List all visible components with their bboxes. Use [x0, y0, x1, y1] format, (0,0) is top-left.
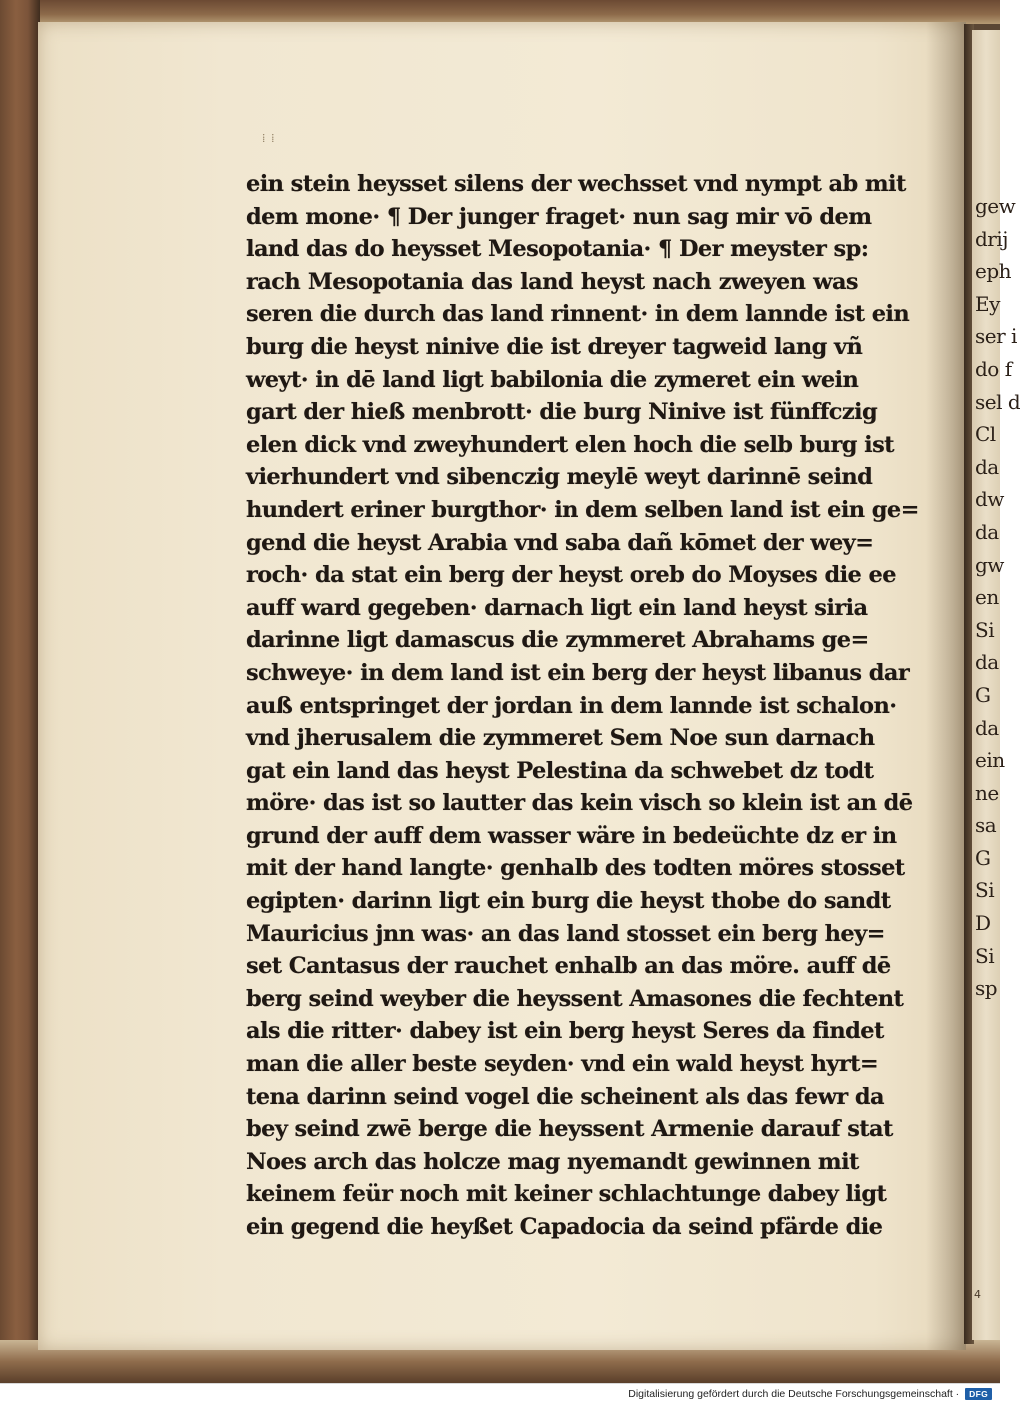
facing-page-fragment: da: [975, 454, 999, 479]
text-line: gart der hieß menbrott· die burg Ninive ist fünffczig: [246, 399, 878, 426]
text-line: seren die durch das land rinnent· in dem lannde ist ein: [246, 301, 910, 328]
book-binding-left: [0, 0, 40, 1383]
text-line: set Cantasus der rauchet enhalb an das möre. auff dē: [246, 953, 891, 980]
text-line: ein gegend die heyßet Capadocia da seind pfärde die: [246, 1214, 883, 1240]
text-line: gat ein land das heyst Pelestina da schwebet dz todt: [246, 757, 874, 784]
facing-page-fragment: ser i: [975, 324, 1017, 349]
text-line: auff ward gegeben· darnach ligt ein land heyst siria: [246, 594, 868, 621]
text-line: grund der auff dem wasser wäre in bedeüchte dz er in: [246, 822, 897, 849]
text-line: berg seind weyber die heyssent Amasones die fechtent: [246, 985, 904, 1012]
facing-page-fragment: D: [975, 911, 991, 936]
text-line: möre· das ist so lautter das kein visch so klein ist an dē: [246, 790, 913, 817]
text-line: vierhundert vnd sibenczig meylē weyt darinnē seind: [246, 464, 873, 491]
facing-page-fragment: gw: [975, 552, 1004, 577]
book-binding-top: [0, 0, 1000, 24]
facing-page-fragment: ne: [975, 780, 999, 805]
main-text-block: [246, 168, 919, 1244]
facing-page-fragment: sp: [975, 976, 998, 1001]
text-line: land das do heysset Mesopotania· ¶ Der meyster sp:: [246, 236, 869, 263]
facing-page-fragment: en: [975, 585, 999, 610]
text-line: Mauricius jnn was· an das land stosset ein berg hey=: [246, 920, 885, 947]
text-line: tena darinn seind vogel die scheinent als das fewr da: [246, 1083, 884, 1110]
facing-page-fragment: eph: [975, 259, 1012, 284]
facing-page-fragment: G: [975, 845, 991, 870]
footer-bar: [0, 1383, 1000, 1405]
footer-credit: [628, 1387, 992, 1401]
text-line: gend die heyst Arabia vnd saba dañ kōmet der wey=: [246, 529, 874, 556]
facing-page-fragment: da: [975, 650, 999, 675]
text-line: weyt· in dē land ligt babilonia die zymeret ein wein: [246, 366, 859, 393]
text-line: egipten· darinn ligt ein burg die heyst thobe do sandt: [246, 888, 891, 915]
facing-page-fragment: Si: [975, 878, 995, 903]
text-line: schweye· in dem land ist ein berg der heyst libanus dar: [246, 659, 910, 686]
facing-page-fragment: Cl: [975, 422, 996, 447]
text-line: auß entspringet der jordan in dem lannde ist schalon·: [246, 692, 897, 719]
text-line: als die ritter· dabey ist ein berg heyst Seres da findet: [246, 1018, 884, 1045]
facing-page-fragment: drij: [975, 226, 1008, 251]
facing-page-fragment: gew: [975, 194, 1016, 218]
text-line: man die aller beste seyden· vnd ein wald heyst hyrt=: [246, 1051, 879, 1078]
reference-mark: ⁞ ⁞: [262, 131, 276, 145]
facing-page-fragment: da: [975, 519, 999, 544]
page-number: 4: [974, 1288, 981, 1301]
facing-page-fragment: Si: [975, 943, 995, 968]
text-line: vnd jherusalem die zymmeret Sem Noe sun darnach: [246, 725, 875, 752]
text-line: roch· da stat ein berg der heyst oreb do Moyses die ee: [246, 562, 896, 589]
facing-page-fragment: da: [975, 715, 999, 740]
text-line: bey seind zwē berge die heyssent Armenie darauf stat: [246, 1116, 893, 1143]
text-line: elen dick vnd zweyhundert elen hoch die selb burg ist: [246, 431, 894, 458]
facing-page-fragment: G: [975, 682, 991, 707]
text-line: hundert eriner burgthor· in dem selben land ist ein ge=: [246, 496, 919, 523]
facing-page-fragment: sa: [975, 813, 997, 838]
text-line: Noes arch das holcze mag nyemandt gewinnen mit: [246, 1148, 859, 1175]
facing-page-fragment: sel d: [975, 389, 1020, 414]
funding-credit-text: Digitalisierung gefördert durch die Deutsche Forschungsgemeinschaft ·: [628, 1388, 960, 1400]
text-line: dem mone· ¶ Der junger fraget· nun sag mir vō dem: [246, 203, 872, 230]
text-line: darinne ligt damascus die zymmeret Abrahams ge=: [246, 627, 869, 654]
facing-page-fragment: Ey: [975, 291, 1000, 316]
text-line: mit der hand langte· genhalb des todten möres stosset: [246, 855, 905, 882]
facing-page-fragment: ein: [975, 748, 1005, 773]
text-line: keinem feür noch mit keiner schlachtunge dabey ligt: [246, 1181, 887, 1208]
facing-page-fragment: do f: [975, 356, 1012, 381]
text-line: rach Mesopotania das land heyst nach zweyen was: [246, 268, 858, 295]
text-line: burg die heyst ninive die ist dreyer tagweid lang vñ: [246, 333, 863, 360]
facing-page-edge: [972, 30, 1020, 1340]
facing-page-fragment: dw: [975, 487, 1004, 512]
facing-page-text: [972, 190, 1020, 1005]
text-line: ein stein heysset silens der wechsset vnd nympt ab mit: [246, 171, 906, 197]
dfg-logo: DFG: [965, 1388, 992, 1400]
facing-page-fragment: Si: [975, 617, 995, 642]
